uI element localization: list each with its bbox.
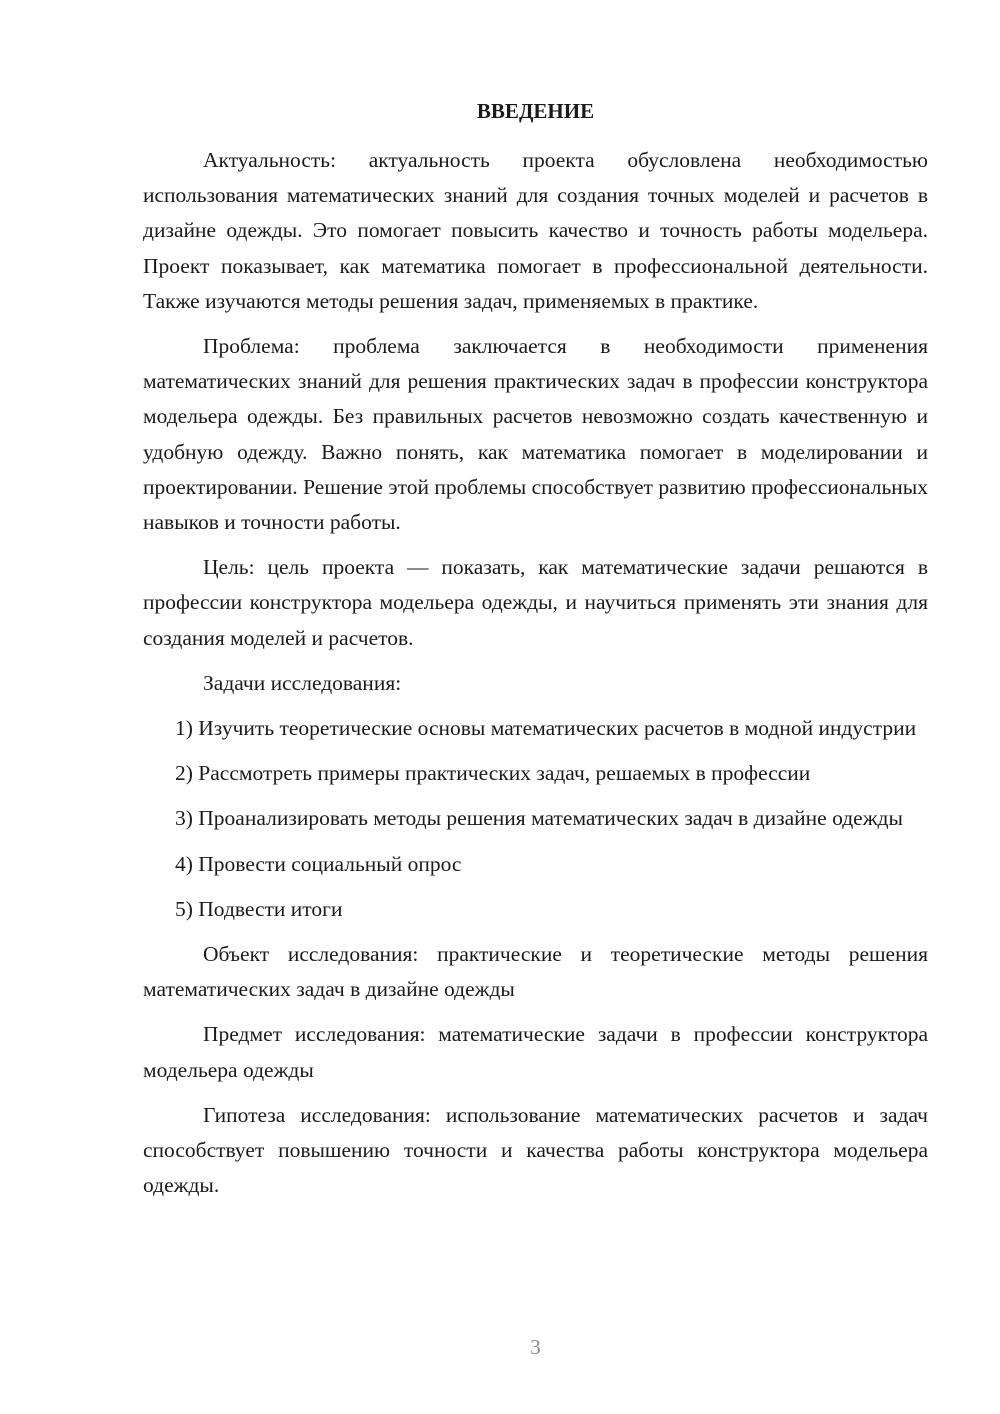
object-paragraph: Объект исследования: практические и теоретические методы решения математических задач в дизайне одежды [143,942,928,1002]
hypothesis-paragraph: Гипотеза исследования: использование математических расчетов и задач способствует повышению точности и качества работы конструктора модельера одежды. [143,1102,928,1198]
task-item-3: 3) Проанализировать методы решения математических задач в дизайне одежды [175,806,903,831]
tasks-heading: Задачи исследования: [203,670,402,695]
task-item-2: 2) Рассмотреть примеры практических задач, решаемых в профессии [175,761,811,786]
task-item-5: 5) Подвести итоги [175,896,343,921]
task-item-4: 4) Провести социальный опрос [175,851,462,876]
document-body [143,143,928,1213]
page-number: 3 [530,1335,541,1359]
relevance-paragraph: Актуальность: актуальность проекта обусловлена необходимостью использования математических знаний для создания точных моделей и расчетов в дизайне одежды. Это помогает повысить качество и точность работы модельера. Проект показывает, как математика помогает в профессиональной деятельности. Также изучаются методы решения задач, применяемых в практике. [143,148,928,313]
subject-paragraph: Предмет исследования: математические задачи в профессии конструктора модельера одежды [143,1022,928,1082]
problem-paragraph: Проблема: проблема заключается в необходимости применения математических знаний для решения практических задач в профессии конструктора модельера одежды. Без правильных расчетов невозможно создать качественную и удобную одежду. Важно понять, как математика помогает в моделировании и проектировании. Решение этой проблемы способствует развитию профессиональных навыков и точности работы. [143,334,928,535]
goal-paragraph: Цель: цель проекта — показать, как математические задачи решаются в профессии конструктора модельера одежды, и научиться применять эти знания для создания моделей и расчетов. [143,555,928,650]
task-item-1: 1) Изучить теоретические основы математических расчетов в модной индустрии [175,716,917,741]
page-title: ВВЕДЕНИЕ [476,99,595,123]
